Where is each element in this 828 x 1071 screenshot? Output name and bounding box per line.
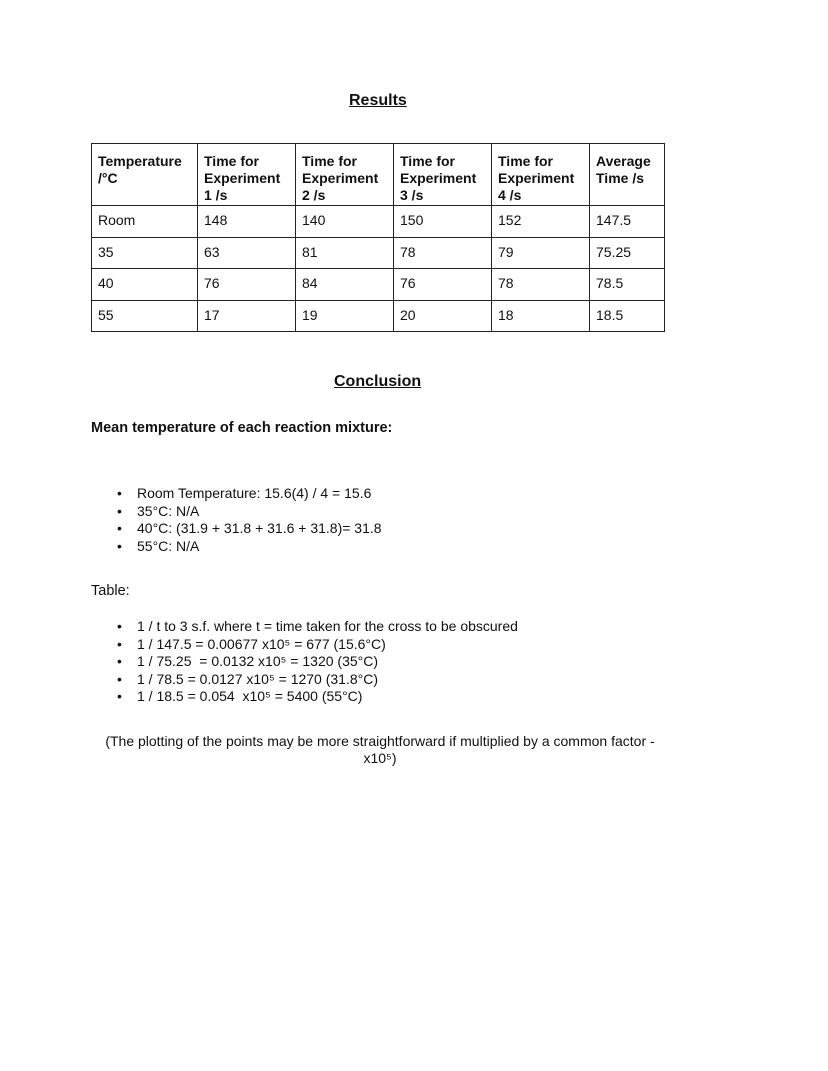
table-cell: 81 xyxy=(296,237,394,269)
table-cell: 19 xyxy=(296,300,394,332)
list-item: • 35°C: N/A xyxy=(115,503,382,521)
header-line: 1 /s xyxy=(204,187,228,203)
header-average xyxy=(590,144,665,206)
table-row xyxy=(92,269,665,301)
header-line: Average xyxy=(596,153,651,169)
list-item: • Room Temperature: 15.6(4) / 4 = 15.6 xyxy=(115,485,382,503)
table-cell: 76 xyxy=(198,269,296,301)
header-temperature xyxy=(92,144,198,206)
header-experiment-3 xyxy=(394,144,492,206)
table-cell: 140 xyxy=(296,206,394,238)
list-item: • 55°C: N/A xyxy=(115,538,382,556)
conclusion-heading: Conclusion xyxy=(334,373,422,390)
mean-temperature-heading: Mean temperature of each reaction mixture: xyxy=(91,420,393,436)
header-line: Time for xyxy=(302,153,357,169)
header-line: Time /s xyxy=(596,170,644,186)
header-experiment-2 xyxy=(296,144,394,206)
table-cell: 76 xyxy=(394,269,492,301)
table-row xyxy=(92,300,665,332)
list-item: • 1 / 78.5 = 0.0127 x10⁵ = 1270 (31.8°C) xyxy=(115,671,518,689)
table-label: Table: xyxy=(91,583,130,599)
header-experiment-1 xyxy=(198,144,296,206)
calculation-list xyxy=(115,618,518,706)
table-header-row xyxy=(92,144,665,206)
table-cell: 18.5 xyxy=(590,300,665,332)
table-cell: 18 xyxy=(492,300,590,332)
table-cell: 147.5 xyxy=(590,206,665,238)
header-line: 2 /s xyxy=(302,187,326,203)
header-line: Experiment xyxy=(400,170,477,186)
header-line: Experiment xyxy=(302,170,379,186)
table-cell: 75.25 xyxy=(590,237,665,269)
header-experiment-4 xyxy=(492,144,590,206)
list-item: • 1 / 18.5 = 0.054 x10⁵ = 5400 (55°C) xyxy=(115,688,518,706)
table-cell: 148 xyxy=(198,206,296,238)
table-cell: 20 xyxy=(394,300,492,332)
table-cell: 78 xyxy=(492,269,590,301)
list-item: • 40°C: (31.9 + 31.8 + 31.6 + 31.8)= 31.8 xyxy=(115,520,382,538)
table-cell: 84 xyxy=(296,269,394,301)
table-row xyxy=(92,237,665,269)
results-table xyxy=(91,143,665,332)
header-line: Experiment xyxy=(498,170,575,186)
header-line: /°C xyxy=(98,170,118,186)
table-cell: Room xyxy=(92,206,198,238)
header-line: Temperature xyxy=(98,153,182,169)
list-item: • 1 / 75.25 = 0.0132 x10⁵ = 1320 (35°C) xyxy=(115,653,518,671)
header-line: Time for xyxy=(400,153,455,169)
table-row xyxy=(92,206,665,238)
table-cell: 150 xyxy=(394,206,492,238)
table-cell: 78.5 xyxy=(590,269,665,301)
results-heading: Results xyxy=(349,92,407,109)
table-cell: 17 xyxy=(198,300,296,332)
plotting-note: (The plotting of the points may be more straightforward if multiplied by a common factor - x10⁵) xyxy=(105,733,655,766)
header-line: Experiment xyxy=(204,170,281,186)
table-cell: 63 xyxy=(198,237,296,269)
header-line: 3 /s xyxy=(400,187,424,203)
table-cell: 152 xyxy=(492,206,590,238)
list-item: • 1 / t to 3 s.f. where t = time taken for the cross to be obscured xyxy=(115,618,518,636)
header-line: Time for xyxy=(204,153,259,169)
mean-temperature-list xyxy=(115,485,382,555)
header-line: 4 /s xyxy=(498,187,522,203)
list-item: • 1 / 147.5 = 0.00677 x10⁵ = 677 (15.6°C) xyxy=(115,636,518,654)
table-cell: 35 xyxy=(92,237,198,269)
table-cell: 40 xyxy=(92,269,198,301)
table-cell: 79 xyxy=(492,237,590,269)
header-line: Time for xyxy=(498,153,553,169)
table-cell: 78 xyxy=(394,237,492,269)
table-cell: 55 xyxy=(92,300,198,332)
